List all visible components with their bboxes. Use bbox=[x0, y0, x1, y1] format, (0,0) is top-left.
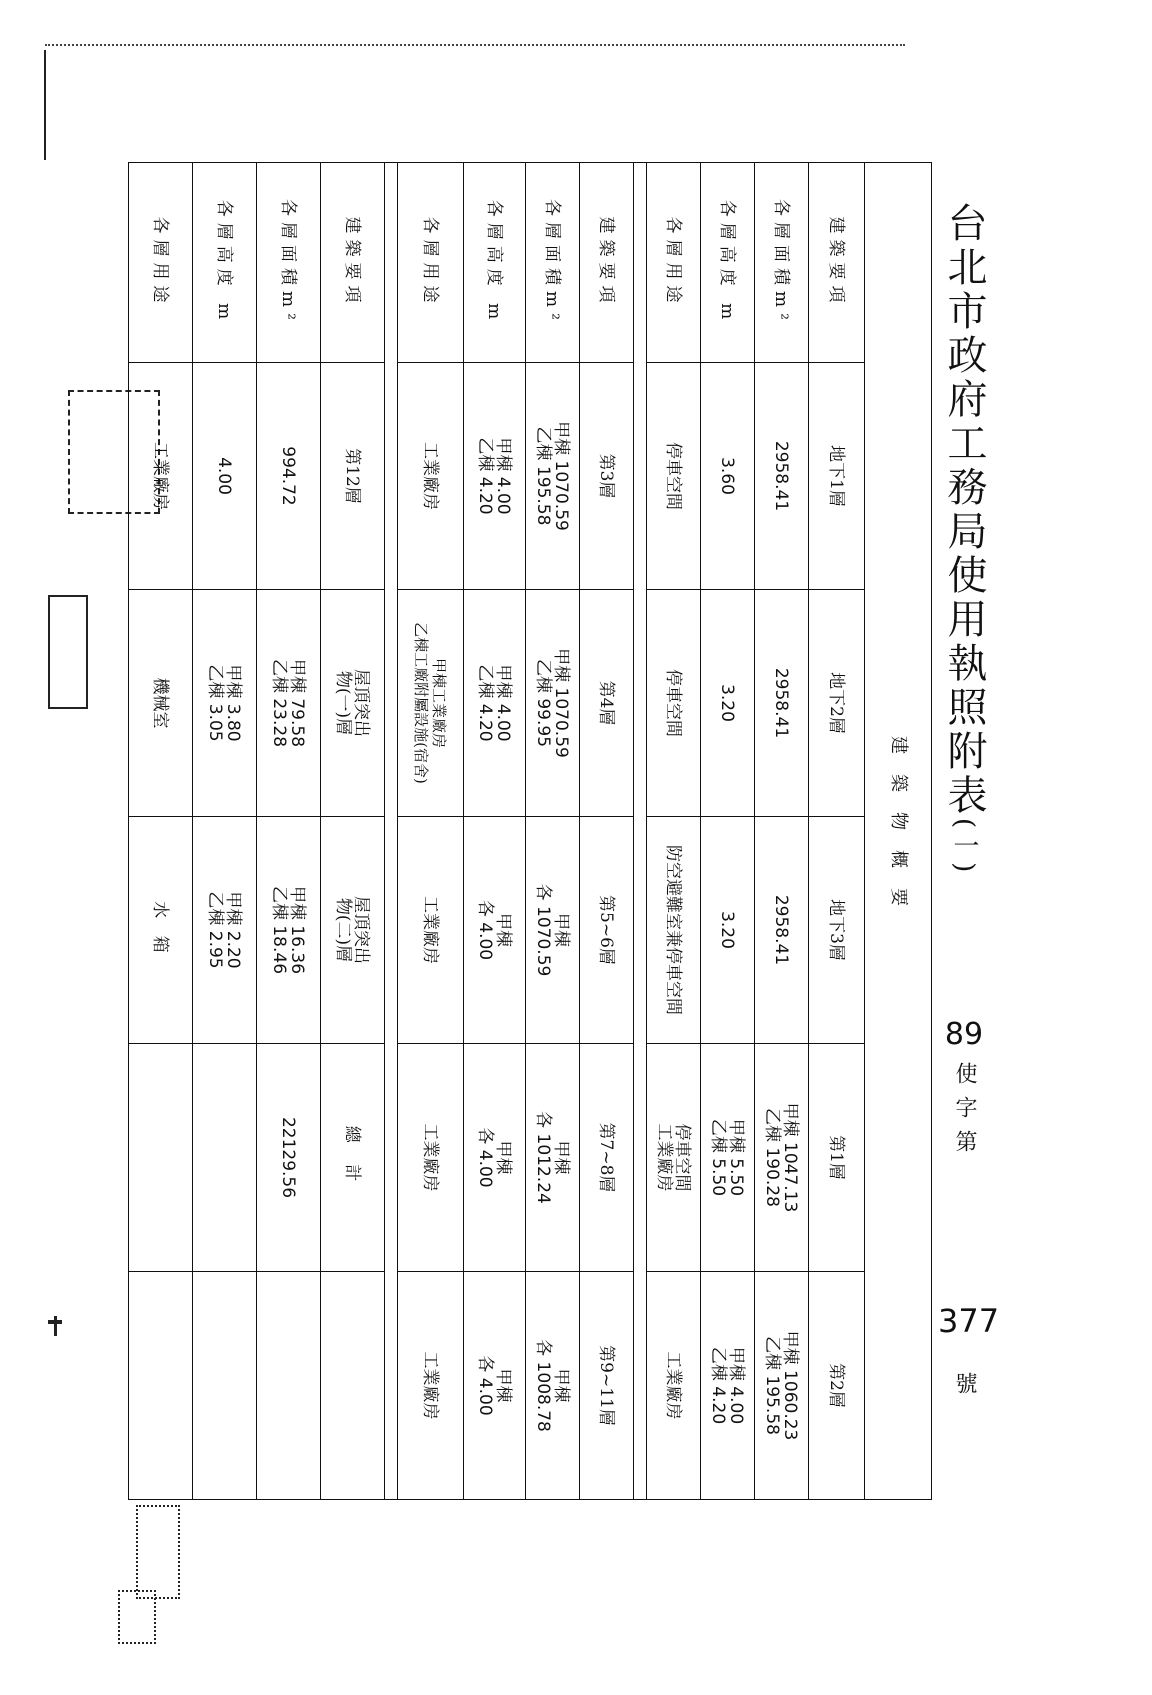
s2-height-row bbox=[464, 163, 526, 1500]
permit-table bbox=[128, 162, 932, 1500]
s1-floor-row bbox=[809, 163, 865, 1500]
s2-height-5: 甲棟 各 4.00 bbox=[464, 1272, 526, 1500]
s3-floor-4: 總 計 bbox=[321, 1044, 385, 1272]
s3-usage-3: 水 箱 bbox=[129, 817, 193, 1044]
s1-area-1: 2958.41 bbox=[755, 363, 809, 590]
s3-area-2: 甲棟 79.58 乙棟 23.28 bbox=[257, 590, 321, 817]
s2-height-3: 甲棟 各 4.00 bbox=[464, 817, 526, 1044]
s3-height-2: 甲棟 3.80 乙棟 3.05 bbox=[193, 590, 257, 817]
s1-height-1: 3.60 bbox=[701, 363, 755, 590]
seal-stamp-mid bbox=[48, 595, 88, 709]
s2-usage-row bbox=[398, 163, 464, 1500]
s2-usage-3: 工業廠房 bbox=[398, 817, 464, 1044]
license-suffix: 號 bbox=[952, 1372, 977, 1406]
s2-usage-2: 甲棟工業廠房 乙棟工廠附屬設施(宿舍) bbox=[398, 590, 464, 817]
section-separator-1 bbox=[634, 163, 647, 1500]
permit-table-rotated bbox=[151, 162, 932, 1499]
s1-area-5: 甲棟 1060.23 乙棟 195.58 bbox=[755, 1272, 809, 1500]
s2-floor-4: 第7~8層 bbox=[580, 1044, 634, 1272]
permit-table-wrapper bbox=[151, 162, 932, 1499]
title-volume: (一) bbox=[949, 818, 979, 877]
s2-height-2: 甲棟 4.00 乙棟 4.20 bbox=[464, 590, 526, 817]
s2-usage-1: 工業廠房 bbox=[398, 363, 464, 590]
s2-height-4: 甲棟 各 4.00 bbox=[464, 1044, 526, 1272]
s2-area-4: 甲棟 各 1012.24 bbox=[526, 1044, 580, 1272]
s3-height-5-empty bbox=[193, 1272, 257, 1500]
s1-floor-2: 地下2層 bbox=[809, 590, 865, 817]
s2-floor-2: 第4層 bbox=[580, 590, 634, 817]
s3-floor-row bbox=[321, 163, 385, 1500]
s1-height-2: 3.20 bbox=[701, 590, 755, 817]
s3-usage-5-empty bbox=[129, 1272, 193, 1500]
s1-header-label: 建築要項 bbox=[809, 163, 865, 363]
s3-header-label: 建築要項 bbox=[321, 163, 385, 363]
s3-height-1: 4.00 bbox=[193, 363, 257, 590]
s2-area-5: 甲棟 各 1008.78 bbox=[526, 1272, 580, 1500]
s2-area-3: 甲棟 各 1070.59 bbox=[526, 817, 580, 1044]
s3-usage-2: 機械室 bbox=[129, 590, 193, 817]
s3-height-4 bbox=[193, 1044, 257, 1272]
s1-floor-1: 地下1層 bbox=[809, 363, 865, 590]
seal-stamp-bottom-2 bbox=[118, 1590, 156, 1644]
s2-floor-1: 第3層 bbox=[580, 363, 634, 590]
s1-usage-2: 停車空間 bbox=[647, 590, 701, 817]
s3-height-row bbox=[193, 163, 257, 1500]
s2-usage-4: 工業廠房 bbox=[398, 1044, 464, 1272]
s2-floor-row bbox=[580, 163, 634, 1500]
s2-area-2: 甲棟 1070.59 乙棟 99.95 bbox=[526, 590, 580, 817]
s3-floor-1: 第12層 bbox=[321, 363, 385, 590]
s1-usage-row bbox=[647, 163, 701, 1500]
s3-area-1: 994.72 bbox=[257, 363, 321, 590]
s1-area-3: 2958.41 bbox=[755, 817, 809, 1044]
scan-noise-top bbox=[45, 44, 905, 46]
s3-area-row bbox=[257, 163, 321, 1500]
s3-height-3: 甲棟 2.20 乙棟 2.95 bbox=[193, 817, 257, 1044]
license-prefix: 使字第 bbox=[952, 1062, 977, 1164]
s2-area-row bbox=[526, 163, 580, 1500]
s1-height-row bbox=[701, 163, 755, 1500]
s1-usage-3: 防空避難室兼停車空間 bbox=[647, 817, 701, 1044]
s1-area-4: 甲棟 1047.13 乙棟 190.28 bbox=[755, 1044, 809, 1272]
s3-area-label: 各層面積m² bbox=[257, 163, 321, 363]
side-label: 建築物概要 bbox=[888, 736, 909, 927]
s3-area-4: 22129.56 bbox=[257, 1044, 321, 1272]
s1-area-label: 各層面積m² bbox=[755, 163, 809, 363]
section-separator-2 bbox=[385, 163, 398, 1500]
s2-height-label: 各層高度 m bbox=[464, 163, 526, 363]
s1-usage-5: 工業廠房 bbox=[647, 1272, 701, 1500]
side-label-cell bbox=[865, 163, 932, 1500]
s1-area-2: 2958.41 bbox=[755, 590, 809, 817]
s1-usage-1: 停車空間 bbox=[647, 363, 701, 590]
s3-usage-1: 工業廠房 bbox=[129, 363, 193, 590]
s1-usage-4: 停車空間 工業廠房 bbox=[647, 1044, 701, 1272]
s1-height-label: 各層高度 m bbox=[701, 163, 755, 363]
s2-header-label: 建築要項 bbox=[580, 163, 634, 363]
license-number: 377 bbox=[938, 1302, 1000, 1340]
s2-area-1: 甲棟 1070.59 乙棟 195.58 bbox=[526, 363, 580, 590]
s3-usage-row bbox=[129, 163, 193, 1500]
s3-height-label: 各層高度 m bbox=[193, 163, 257, 363]
s1-floor-5: 第2層 bbox=[809, 1272, 865, 1500]
s2-height-1: 甲棟 4.00 乙棟 4.20 bbox=[464, 363, 526, 590]
s3-floor-3: 屋頂突出 物(二)層 bbox=[321, 817, 385, 1044]
seal-stamp-bottom bbox=[136, 1505, 180, 1599]
s3-floor-2: 屋頂突出 物(一)層 bbox=[321, 590, 385, 817]
license-year: 89 bbox=[944, 1017, 984, 1052]
document-title: 台北市政府工務局使用執照附表(一) bbox=[941, 202, 987, 877]
s1-height-5: 甲棟 4.00 乙棟 4.20 bbox=[701, 1272, 755, 1500]
s1-floor-4: 第1層 bbox=[809, 1044, 865, 1272]
title-column bbox=[932, 162, 1000, 1499]
s2-floor-3: 第5~6層 bbox=[580, 817, 634, 1044]
s1-area-row bbox=[755, 163, 809, 1500]
s1-height-4: 甲棟 5.50 乙棟 5.50 bbox=[701, 1044, 755, 1272]
s3-area-5-empty bbox=[257, 1272, 321, 1500]
s3-usage-label: 各層用途 bbox=[129, 163, 193, 363]
scan-mark-left-2 bbox=[54, 1316, 57, 1336]
s1-usage-label: 各層用途 bbox=[647, 163, 701, 363]
s3-floor-5-empty bbox=[321, 1272, 385, 1500]
s3-usage-4 bbox=[129, 1044, 193, 1272]
s1-height-3: 3.20 bbox=[701, 817, 755, 1044]
scan-noise-left bbox=[44, 50, 46, 160]
s2-usage-5: 工業廠房 bbox=[398, 1272, 464, 1500]
s3-area-3: 甲棟 16.36 乙棟 18.46 bbox=[257, 817, 321, 1044]
s1-floor-3: 地下3層 bbox=[809, 817, 865, 1044]
s2-floor-5: 第9~11層 bbox=[580, 1272, 634, 1500]
s2-area-label: 各層面積m² bbox=[526, 163, 580, 363]
s2-usage-label: 各層用途 bbox=[398, 163, 464, 363]
